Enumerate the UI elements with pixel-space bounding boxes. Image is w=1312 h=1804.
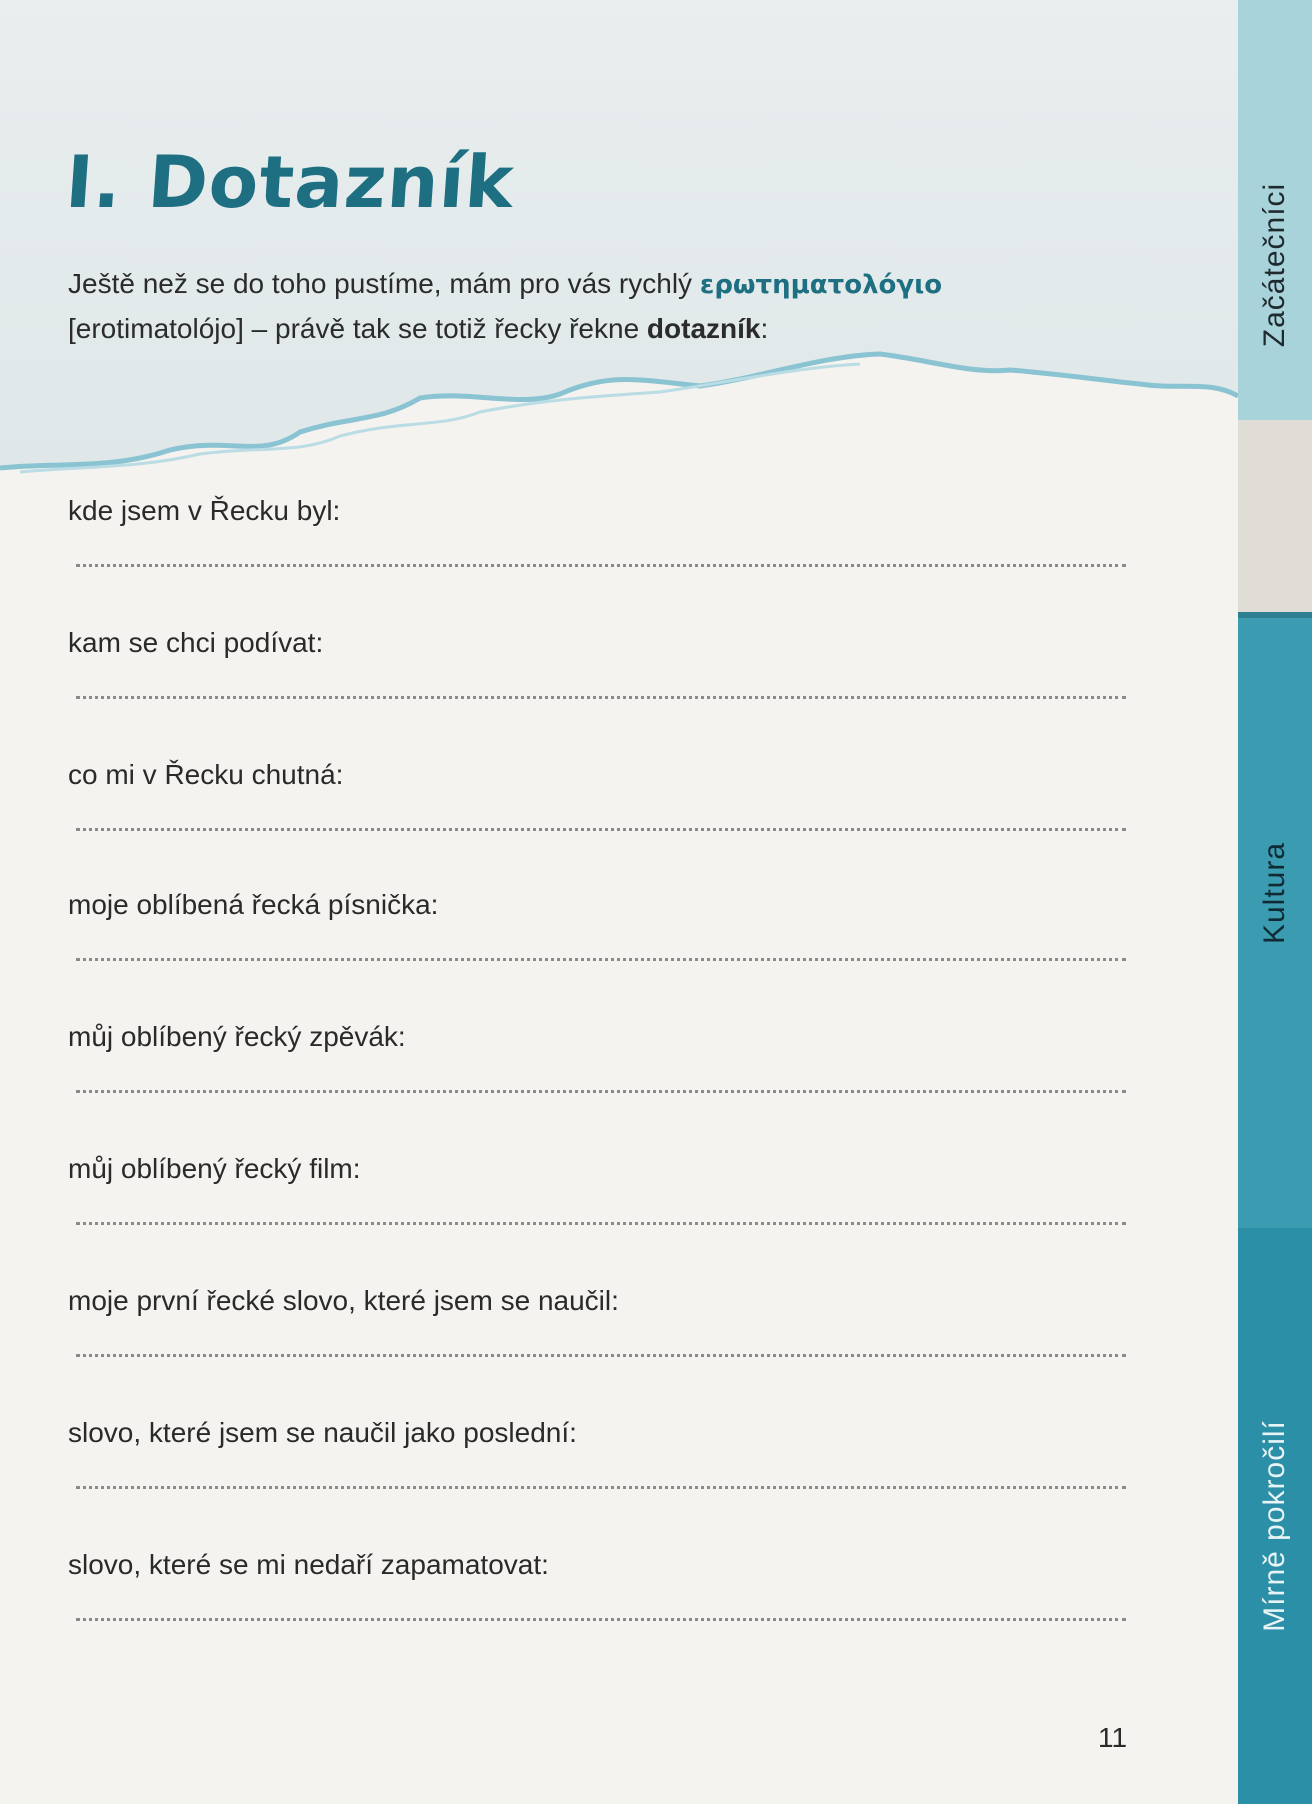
question-item [68, 1152, 1128, 1186]
intro-text-1: Ještě než se do toho pustíme, mám pro vás rychlý [68, 268, 700, 299]
bold-word: dotazník [646, 313, 761, 344]
tab-beginners[interactable] [1238, 0, 1312, 420]
answer-line[interactable] [76, 1090, 1126, 1093]
question-item [68, 494, 1128, 528]
section-tabs [1238, 0, 1312, 1804]
greek-word: ερωτηματολόγιο [699, 270, 943, 300]
answer-line[interactable] [76, 1222, 1126, 1225]
question-item [68, 1020, 1128, 1054]
intro-text-2: [erotimatolójo] – právě tak se totiž řecky řekne [68, 313, 647, 344]
question-label: kam se chci podívat: [68, 627, 324, 658]
answer-line[interactable] [76, 696, 1126, 699]
question-label: můj oblíbený řecký zpěvák: [68, 1021, 406, 1052]
intro-text-3: : [760, 313, 769, 344]
answer-line[interactable] [76, 1354, 1126, 1357]
question-item [68, 1284, 1128, 1318]
question-label: slovo, které se mi nedaří zapamatovat: [68, 1549, 549, 1580]
tab-culture-label: Kultura [1258, 841, 1291, 945]
page-number: 11 [1098, 1722, 1128, 1753]
question-item [68, 888, 1128, 922]
answer-line[interactable] [76, 1486, 1126, 1489]
answer-line[interactable] [76, 1618, 1126, 1621]
torn-paper-edge [0, 350, 1238, 480]
answer-line[interactable] [76, 828, 1126, 831]
question-label: co mi v Řecku chutná: [68, 759, 344, 790]
question-label: můj oblíbený řecký film: [68, 1153, 361, 1184]
tab-culture[interactable] [1238, 612, 1312, 1228]
tab-gap [1238, 420, 1312, 612]
tab-intermediate[interactable] [1238, 1228, 1312, 1804]
answer-line[interactable] [76, 564, 1126, 567]
question-label: slovo, které jsem se naučil jako poslední: [68, 1417, 577, 1448]
question-item [68, 1416, 1128, 1450]
question-label: kde jsem v Řecku byl: [68, 495, 341, 526]
question-label: moje oblíbená řecká písnička: [68, 889, 439, 920]
answer-line[interactable] [76, 958, 1126, 961]
question-item [68, 626, 1128, 660]
question-item [68, 1548, 1128, 1582]
tab-intermediate-label: Mírně pokročilí [1258, 1420, 1292, 1632]
page-title: I. Dotazník [63, 140, 518, 224]
intro-paragraph [68, 262, 1168, 351]
question-item [68, 758, 1128, 792]
question-label: moje první řecké slovo, které jsem se naučil: [68, 1285, 619, 1316]
tab-beginners-label: Začátečníci [1258, 182, 1291, 348]
